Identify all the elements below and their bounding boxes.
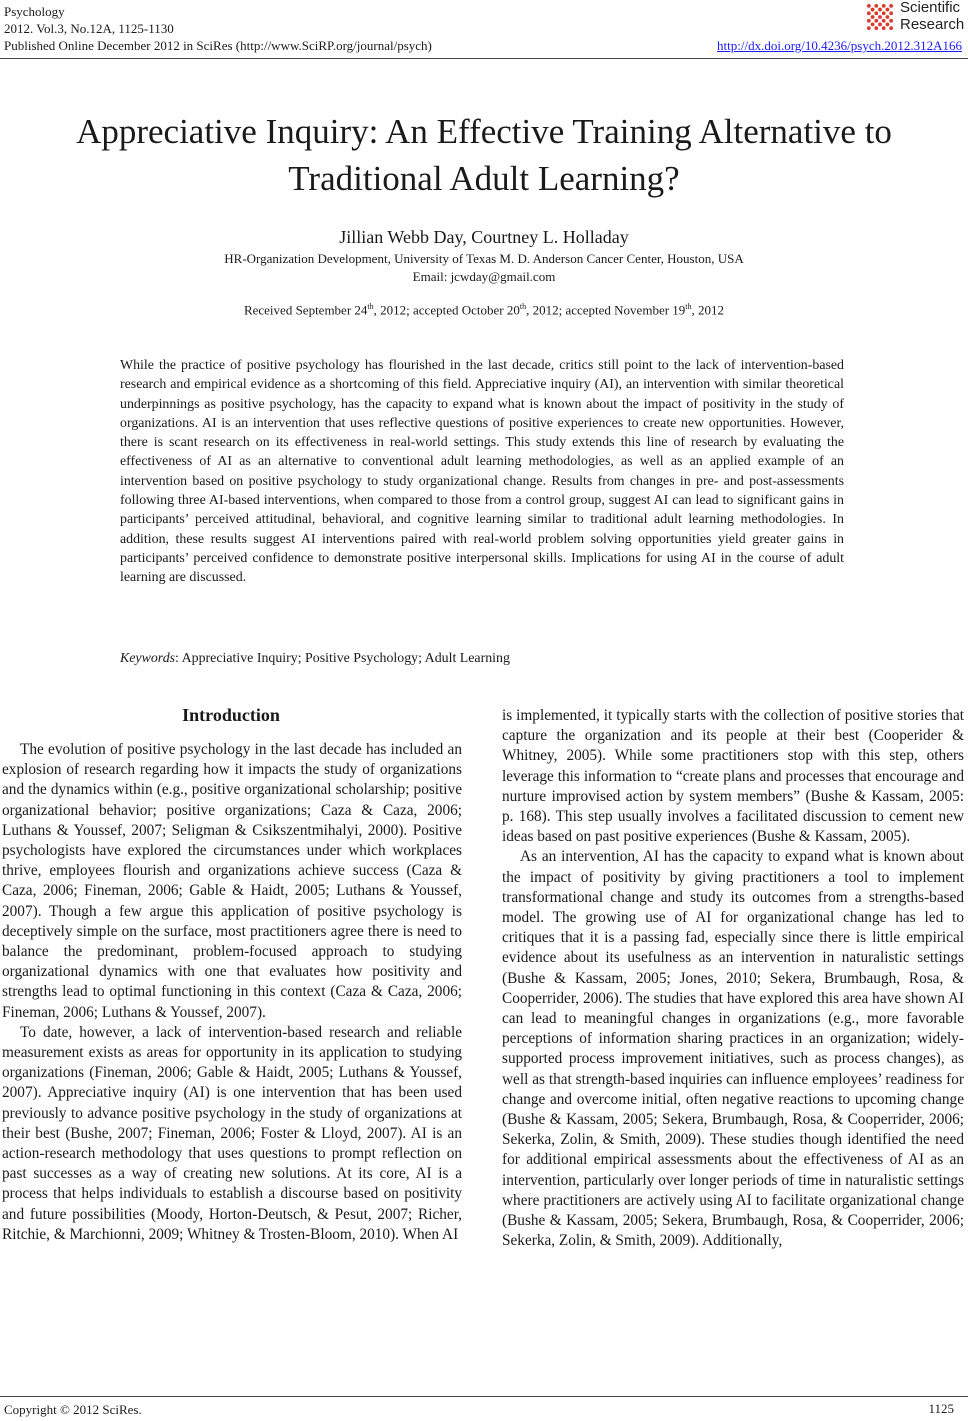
logo-dot	[871, 8, 875, 12]
logo-dot	[878, 15, 882, 19]
logo-dot	[886, 8, 890, 12]
doi-link[interactable]: http://dx.doi.org/10.4236/psych.2012.312A166	[717, 38, 962, 53]
logo-dot	[882, 4, 886, 8]
paragraph: As an intervention, AI has the capacity to expand what is known about the impact of positivity by giving practitioners a tool to implement transformational change and study its outcomes from a strengths-based model. The growing use of AI for organizational change has led to critiques that it is a passing fad, especially since there is little empirical evidence about its usefulness as an intervention in naturalistic settings (Bushe & Kassam, 2005; Jones, 2010; Sekera, Brumbaugh, Rosa, & Cooperrider, 2006). The studies that have explored this area have shown AI can lead to meaningful changes in organizations (e.g., more favorable perceptions of information sharing practices in an organization; widely-supported process improvement initiatives, such as process changes), as well as that strength-based inquiries can influence employees’ readiness for change and overcome initial, often negative reactions to upcoming change (Bushe & Kassam, 2005; Sekera, Brumbaugh, Rosa, & Cooperrider, 2006; Sekerka, Zolin, & Smith, 2009). These studies though identified the need for additional empirical assessments about the effectiveness of AI as an intervention, particularly over longer periods of time in naturalistic settings where practitioners are actively using AI to facilitate organizational change (Bushe & Kassam, 2005; Sekera, Brumbaugh, Rosa, & Cooperrider, 2006; Sekerka, Zolin, & Smith, 2009). Additionally,	[502, 848, 964, 1250]
paragraph: is implemented, it typically starts with the collection of positive stories that capture the organization and its people at their best (Cooperider & Whitney, 2005). While some practitioners stop with this step, others leverage this information to “create plans and processes that encourage and nurture improvised action by system members” (Bushe & Kassam, 2005: p. 168). This step usually involves a facilitated discussion to cement new ideas based on past positive experiences (Bushe & Kassam, 2005).	[502, 707, 964, 846]
received-text: Received September 24	[243, 302, 368, 318]
logo-dot	[882, 26, 886, 30]
abstract: While the practice of positive psychology has flourished in the last decade, critics still point to the lack of intervention-based research and empirical evidence as a shortcoming of this field. Appreciative inquiry (AI), an intervention with similar theoretical underpinnings as positive psychology, has the capacity to expand what is known about the impact of positivity in the study of organizations. AI is an intervention that uses reflective questions of positive experiences to create new opportunities. However, there is scant research on its effectiveness in real-world settings. This study extends this line of research by evaluating the effectiveness of AI as an alternative to conventional adult learning methodologies, as well as an applied example of an intervention based on positive psychology to study organizational change. Results from changes in pre- and post-assessments following three AI-based interventions, when compared to those from a control group, suggest AI can lead to significant gains in participants’ perceived attitudinal, behavioral, and cognitive learning similar to traditional adult learning methodologies. In addition, these results suggest AI interventions paired with real-world problem solving opportunities yield greater gains in participants’ perceived confidence to demonstrate positive interpersonal skills. Implications for using AI in the course of adult learning are discussed.	[120, 358, 844, 586]
logo-line-1: Scientific	[900, 0, 961, 16]
ordinal: th	[367, 302, 374, 311]
received-dates	[0, 302, 968, 318]
logo-dot	[871, 15, 875, 19]
authors: Jillian Webb Day, Courtney L. Holladay	[339, 227, 629, 247]
accepted-text-1: , 2012; accepted October 20	[373, 302, 520, 318]
publication-note: Published Online December 2012 in SciRes (http://www.SciRP.org/journal/psych)	[4, 38, 432, 53]
logo-dot	[878, 23, 882, 27]
logo-dot	[882, 19, 886, 23]
keywords-text: : Appreciative Inquiry; Positive Psychology; Adult Learning	[175, 651, 510, 666]
logo-dot	[871, 23, 875, 27]
journal-info	[4, 3, 432, 54]
ordinal: th	[519, 302, 527, 311]
page-number: 1125	[928, 1401, 954, 1416]
logo-dot	[874, 19, 878, 23]
left-column	[2, 740, 462, 1245]
copyright: Copyright © 2012 SciRes.	[4, 1402, 142, 1417]
keywords	[120, 651, 510, 667]
ordinal: th	[685, 302, 692, 311]
logo-dot	[889, 26, 893, 30]
section-heading: Introduction	[182, 705, 280, 725]
logo-dot	[867, 4, 871, 8]
logo-dot	[889, 4, 893, 8]
logo-dot	[867, 26, 871, 30]
accepted-text-2: , 2012; accepted November 19	[526, 302, 686, 318]
logo-dot	[886, 23, 890, 27]
footer-divider	[0, 1396, 968, 1397]
year-text: , 2012	[691, 302, 725, 318]
journal-name: Psychology	[4, 4, 65, 19]
affiliation-block	[0, 250, 968, 286]
diamond-dots-logo-icon	[862, 0, 898, 34]
paragraph: The evolution of positive psychology in the last decade has included an explosion of research regarding how it impacts the study of organizations and the dynamics within (e.g., positive organizational scholarship; positive organizational behavior; positive organizations; Caza & Caza, 2006; Luthans & Youssef, 2007; Seligman & Csikszentmihalyi, 2000). Positive psychologists have explored the circumstances under which workplaces thrive, employees flourish and organizations achieve success (Caza & Caza, 2006; Fineman, 2006; Gable & Haidt, 2005; Luthans & Youssef, 2007). Though a few argue this application of positive psychology is deceptively simple on the surface, most practitioners agree there is need to balance the predominant, problem-focused approach to studying organizational dynamics with one that evaluates how positivity and strengths lead to optimal functioning in this context (Caza & Caza, 2006; Fineman, 2006; Luthans & Youssef, 2007).	[2, 741, 462, 1021]
logo-dot	[867, 19, 871, 23]
logo-line-2: Research	[900, 16, 965, 33]
affiliation: HR-Organization Development, University of Texas M. D. Anderson Cancer Center, Houston, USA	[224, 251, 744, 266]
logo-dot	[874, 11, 878, 15]
publisher-logo	[862, 0, 965, 36]
logo-dot	[874, 4, 878, 8]
logo-dot	[889, 19, 893, 23]
logo-dot	[867, 11, 871, 15]
logo-dot	[874, 26, 878, 30]
logo-dot	[889, 11, 893, 15]
journal-volume: 2012. Vol.3, No.12A, 1125-1130	[4, 21, 174, 36]
paper-title: Appreciative Inquiry: An Effective Training Alternative to Traditional Adult Learning?	[76, 112, 892, 198]
right-column	[502, 706, 964, 1251]
logo-dot	[878, 8, 882, 12]
email: Email: jcwday@gmail.com	[412, 269, 556, 284]
paragraph: To date, however, a lack of intervention-based research and reliable measurement exists as areas for opportunity in its application to studying organizations (Fineman, 2006; Gable & Haidt, 2005; Luthans & Youssef, 2007). Appreciative inquiry (AI) is one intervention that has been used previously to advance positive psychology in the study of organizations at their best (Bushe, 2007; Fineman, 2006; Foster & Lloyd, 2007). AI is an action-research methodology that uses questions to prompt reflection on past successes as a way of creating new solutions. At its core, AI is a process that helps individuals to establish a discourse based on positivity and future possibilities (Moody, Horton-Deutsch, & Pesut, 2007; Richer, Ritchie, & Marchionni, 2009; Whitney & Trosten-Bloom, 2010). When AI	[2, 1023, 462, 1243]
header-divider	[0, 58, 968, 59]
logo-dot	[882, 11, 886, 15]
logo-dot	[886, 15, 890, 19]
keywords-label: Keywords	[120, 651, 176, 666]
